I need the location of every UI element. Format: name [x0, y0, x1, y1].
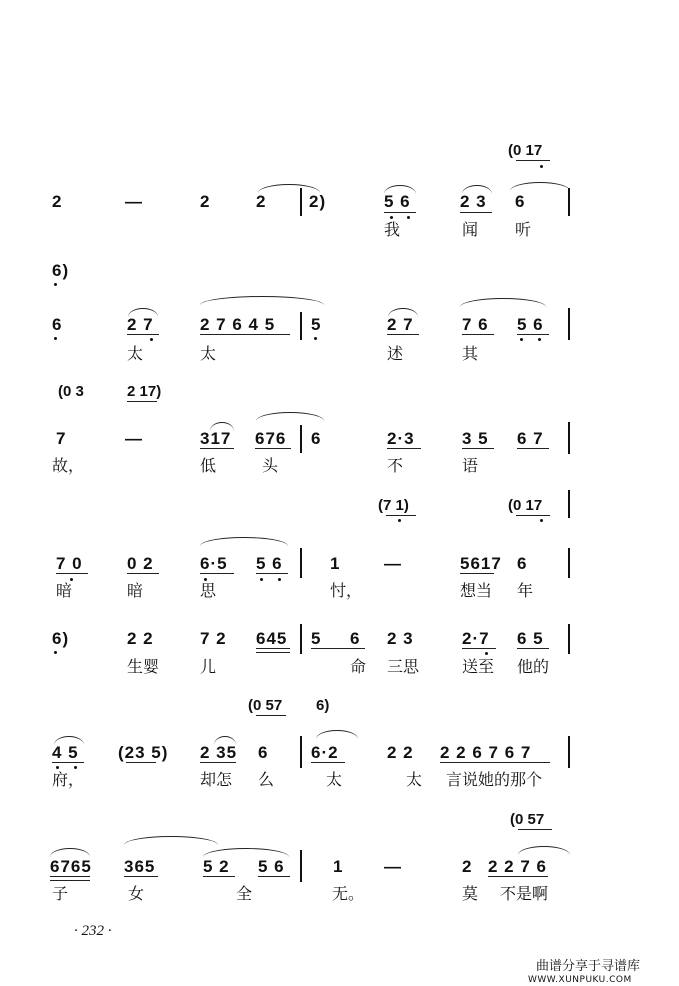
slur	[462, 185, 492, 194]
note-group: 2 7	[387, 315, 414, 334]
note: 6	[517, 554, 528, 573]
note-group: 2 2	[387, 743, 414, 762]
lyric: 不是啊	[500, 884, 549, 903]
lyric: 想当	[460, 581, 493, 600]
bar-line	[568, 308, 570, 340]
note: 2	[256, 192, 267, 211]
dash: —	[384, 554, 402, 573]
octave-dot	[314, 337, 317, 340]
octave-dot	[520, 338, 523, 341]
note-group: 317	[200, 429, 232, 448]
bar-line	[568, 624, 570, 654]
slur	[203, 848, 289, 857]
octave-dot	[260, 578, 263, 581]
note-group: 5 6	[256, 554, 283, 573]
octave-dot	[278, 578, 281, 581]
lyric: 太	[200, 344, 217, 363]
note-group: 676	[255, 429, 287, 448]
underline	[50, 876, 90, 877]
underline	[460, 212, 492, 213]
underline	[56, 573, 88, 574]
lyric: 语	[462, 456, 479, 475]
lyric: 年	[517, 581, 534, 600]
note-group: 2 2	[127, 629, 154, 648]
note: 7	[56, 429, 67, 448]
lyric: 儿	[200, 657, 217, 676]
note-group: 7 0	[56, 554, 83, 573]
underline	[311, 762, 345, 763]
note-group: 6765	[50, 857, 92, 876]
note: 2	[52, 192, 63, 211]
note: 6	[515, 192, 526, 211]
note-group: (7 1)	[378, 497, 409, 514]
bar-line	[568, 490, 570, 518]
note-group: (0 3	[58, 383, 84, 400]
underline	[462, 448, 494, 449]
underline	[256, 652, 290, 653]
lyric: 无。	[332, 884, 365, 903]
slur	[200, 537, 288, 546]
note-group: 365	[124, 857, 156, 876]
note: 2)	[309, 192, 327, 211]
note: 2	[200, 192, 211, 211]
bar-line	[568, 422, 570, 454]
octave-dot	[398, 519, 401, 522]
underline	[462, 648, 496, 649]
note: 6	[52, 315, 63, 334]
octave-dot	[540, 519, 543, 522]
note-group: (0 57	[510, 811, 545, 828]
lyric: 全	[236, 884, 253, 903]
lyric: 么	[258, 770, 275, 789]
note-group: 7 2	[200, 629, 227, 648]
underline	[127, 401, 157, 402]
underline	[311, 648, 365, 649]
underline	[124, 876, 158, 877]
lyric: 子	[52, 884, 69, 903]
underline	[384, 212, 416, 213]
note-group: 2 7 6 4 5	[200, 315, 276, 334]
note-group: (0 17	[508, 497, 543, 514]
note: 1	[333, 857, 344, 876]
underline	[518, 829, 552, 830]
underline	[460, 573, 494, 574]
underline	[517, 448, 549, 449]
slur	[210, 422, 234, 431]
slur	[200, 296, 324, 305]
underline	[256, 715, 286, 716]
lyric: 太	[326, 770, 343, 789]
note-group: 6 7	[517, 429, 544, 448]
underline	[517, 648, 549, 649]
note-group: 4 5	[52, 743, 79, 762]
bar-line	[300, 850, 302, 882]
bar-line	[300, 548, 302, 578]
lyric: 生婴	[127, 657, 160, 676]
underline	[50, 880, 90, 881]
lyric: 言说她的那个	[446, 770, 543, 789]
note-group: (23 5)	[118, 743, 169, 762]
note-group: 6·2	[311, 743, 339, 762]
slur	[460, 298, 546, 307]
lyric: 不	[387, 456, 404, 475]
underline	[488, 876, 548, 877]
lyric: 闻	[462, 220, 479, 239]
watermark-title: 曲谱分享于寻谱库	[536, 959, 641, 974]
underline	[200, 334, 290, 335]
note-group: 5 6	[517, 315, 544, 334]
watermark-url: WWW.XUNPUKU.COM	[528, 975, 632, 985]
dash: —	[384, 857, 402, 876]
page-number: · 232 ·	[74, 923, 112, 939]
note-group: 2 2 6 7 6 7	[440, 743, 532, 762]
lyric: 忖，	[330, 581, 363, 600]
note: 6)	[52, 261, 70, 280]
bar-line	[568, 188, 570, 216]
slur	[384, 185, 416, 194]
bar-line	[300, 312, 302, 340]
octave-dot	[74, 766, 77, 769]
octave-dot	[407, 216, 410, 219]
underline	[200, 762, 236, 763]
note-group: 6·5	[200, 554, 228, 573]
underline	[462, 334, 494, 335]
underline	[256, 648, 290, 649]
note-group: 2·7	[462, 629, 490, 648]
octave-dot	[538, 338, 541, 341]
octave-dot	[54, 651, 57, 654]
note: 6	[350, 629, 361, 648]
note-group: (0 17	[508, 142, 543, 159]
lyric: 命	[350, 657, 367, 676]
bar-line	[300, 425, 302, 453]
underline	[517, 334, 549, 335]
bar-line	[300, 736, 302, 768]
underline	[203, 876, 235, 877]
underline	[255, 448, 291, 449]
lyric: 述	[387, 344, 404, 363]
lyric: 头	[262, 456, 279, 475]
note: 6)	[316, 697, 330, 714]
underline	[52, 762, 84, 763]
slur	[214, 736, 236, 745]
lyric: 府，	[52, 770, 85, 789]
note: 5	[311, 629, 322, 648]
note: 5	[311, 315, 322, 334]
octave-dot	[54, 337, 57, 340]
note-group: 0 2	[127, 554, 154, 573]
underline	[387, 334, 419, 335]
note: 6)	[52, 629, 70, 648]
lyric: 三思	[387, 657, 420, 676]
note-group: 5 2	[203, 857, 230, 876]
bar-line	[568, 736, 570, 768]
underline	[127, 573, 159, 574]
note: 1	[330, 554, 341, 573]
note-group: 7 6	[462, 315, 489, 334]
underline	[200, 573, 234, 574]
octave-dot	[485, 652, 488, 655]
note-group: 2·3	[387, 429, 415, 448]
underline	[516, 160, 550, 161]
octave-dot	[390, 216, 393, 219]
slur	[518, 846, 570, 855]
underline	[126, 762, 156, 763]
lyric: 莫	[462, 884, 479, 903]
note-group: (0 57	[248, 697, 283, 714]
lyric: 女	[128, 884, 145, 903]
note-group: 2 2 7 6	[488, 857, 547, 876]
dash: —	[125, 192, 143, 211]
lyric: 却怎	[200, 770, 233, 789]
slur	[128, 308, 158, 317]
slur	[50, 848, 90, 857]
note-group: 5617	[460, 554, 502, 573]
lyric: 低	[200, 456, 217, 475]
note-group: 3 5	[462, 429, 489, 448]
lyric: 暗	[56, 581, 73, 600]
note-group: 645	[256, 629, 288, 648]
octave-dot	[56, 766, 59, 769]
note-group: 5 6	[384, 192, 411, 211]
octave-dot	[54, 283, 57, 286]
slur	[316, 730, 358, 739]
lyric: 故，	[52, 456, 85, 475]
note: 6	[258, 743, 269, 762]
underline	[516, 515, 550, 516]
note-group: 2 3	[460, 192, 487, 211]
note-group: 2 35	[200, 743, 238, 762]
lyric: 太	[127, 344, 144, 363]
lyric: 他的	[517, 657, 550, 676]
slur	[510, 182, 570, 191]
underline	[386, 515, 416, 516]
bar-line	[300, 188, 302, 216]
lyric: 太	[406, 770, 423, 789]
bar-line	[568, 548, 570, 578]
note-group: 2 3	[387, 629, 414, 648]
slur	[124, 836, 218, 845]
bar-line	[300, 624, 302, 654]
octave-dot	[540, 165, 543, 168]
note-group: 5 6	[258, 857, 285, 876]
lyric: 思	[200, 581, 217, 600]
underline	[256, 573, 288, 574]
note-group: 6 5	[517, 629, 544, 648]
dash: —	[125, 429, 143, 448]
underline	[440, 762, 550, 763]
underline	[387, 448, 421, 449]
lyric: 听	[515, 220, 532, 239]
note-group: 2 17)	[127, 383, 162, 400]
lyric: 暗	[127, 581, 144, 600]
lyric: 其	[462, 344, 479, 363]
note: 6	[311, 429, 322, 448]
note: 2	[462, 857, 473, 876]
underline	[258, 876, 290, 877]
lyric: 我	[384, 220, 401, 239]
octave-dot	[150, 338, 153, 341]
slur	[256, 412, 324, 421]
underline	[200, 448, 234, 449]
slur	[388, 308, 418, 317]
underline	[127, 334, 159, 335]
slur	[54, 736, 84, 745]
lyric: 送至	[462, 657, 495, 676]
note-group: 2 7	[127, 315, 154, 334]
